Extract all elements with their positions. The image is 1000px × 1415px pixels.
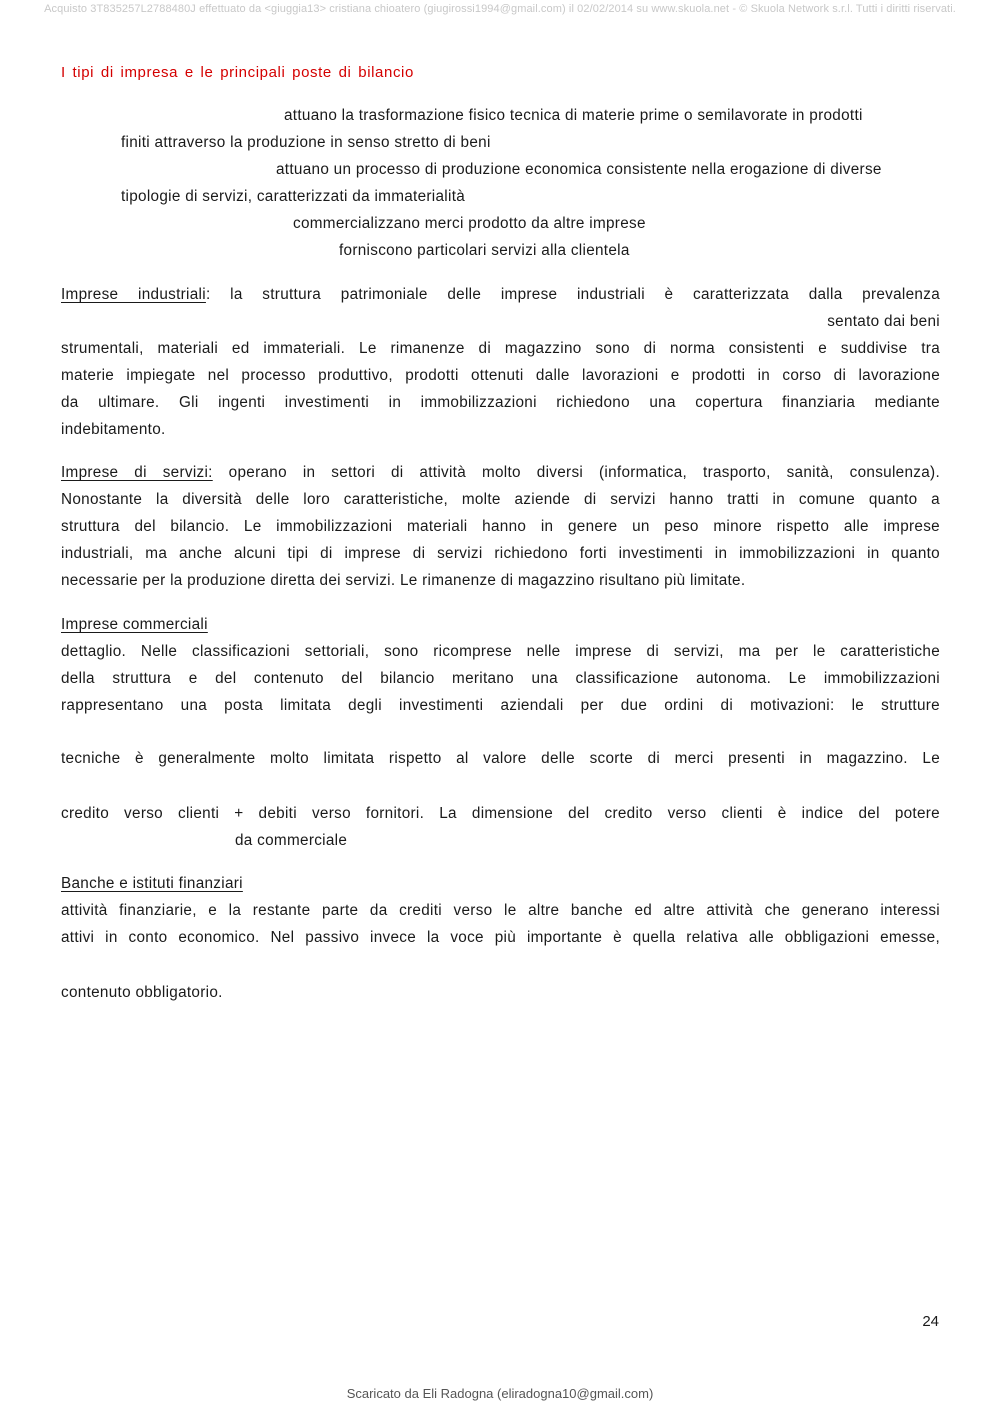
commerciali-line-4: tecniche è generalmente molto limitata rispetto al valore delle scorte di merci presenti in magazzino. Le (61, 750, 940, 767)
industriali-line-6: indebitamento. (61, 421, 166, 438)
commerciali-line-5: credito verso clienti + debiti verso fornitori. La dimensione del credito verso clienti è indice del potere (61, 805, 940, 822)
type-commerciali-line: commercializzano merci prodotto da altre imprese (293, 215, 646, 232)
commerciali-line-2: della struttura e del contenuto del bilancio meritano una classificazione autonoma. Le immobilizzazioni (61, 670, 940, 687)
banche-heading: Banche e istituti finanziari (61, 875, 243, 892)
commerciali-heading: Imprese commerciali (61, 616, 208, 633)
type-industriali-line1: attuano la trasformazione fisico tecnica di materie prime o semilavorate in prodotti (284, 107, 863, 124)
banche-heading-line (61, 874, 940, 894)
industriali-line-3: strumentali, materiali ed immateriali. Le rimanenze di magazzino sono di norma consistenti e suddivise tra (61, 340, 940, 357)
industriali-line-2: sentato dai beni (827, 313, 940, 330)
servizi-intro: operano in settori di attività molto diversi (informatica, trasporto, sanità, consulenza). (212, 464, 940, 481)
servizi-heading: Imprese di servizi: (61, 464, 213, 481)
industriali-intro: : la struttura patrimoniale delle imprese industriali è caratterizzata dalla prevalenza (205, 286, 940, 303)
servizi-line-5: necessarie per la produzione diretta dei servizi. Le rimanenze di magazzino risultano più limitate. (61, 572, 746, 589)
servizi-line-2: Nonostante la diversità delle loro caratteristiche, molte aziende di servizi hanno tratti in comune quanto a (61, 491, 940, 508)
page-number: 24 (922, 1313, 939, 1330)
industriali-line-4: materie impiegate nel processo produttivo, prodotti ottenuti dalle lavorazioni e prodotti in corso di lavorazione (61, 367, 940, 384)
download-footer: Scaricato da Eli Radogna (eliradogna10@gmail.com) (346, 1386, 654, 1401)
commerciali-line-3: rappresentano una posta limitata degli investimenti aziendali per due ordini di motivazioni: le strutture (61, 697, 940, 714)
banche-line-2: attivi in conto economico. Nel passivo invece la voce più importante è quella relativa alle obbligazioni emesse, (61, 929, 940, 946)
banche-line-3: contenuto obbligatorio. (61, 984, 223, 1001)
type-servizi-line1: attuano un processo di produzione economica consistente nella erogazione di diverse (276, 161, 882, 178)
purchase-watermark: Acquisto 3T835257L2788480J effettuato da <giuggia13> cristiana chioatero (giugirossi1994@gmail.com) il 02/02/2014 su www.skuola.net - © Skuola Network s.r.l. Tutti i diritti riservati. (44, 3, 956, 15)
section-title: I tipi di impresa e le principali poste di bilancio (61, 64, 414, 81)
industriali-line-1 (61, 285, 940, 305)
type-industriali-line2: finiti attraverso la produzione in senso stretto di beni (121, 134, 491, 151)
industriali-heading: Imprese industriali (61, 286, 206, 303)
servizi-line-1 (61, 463, 940, 483)
commerciali-line-6: da commerciale (235, 832, 348, 849)
servizi-line-3: struttura del bilancio. Le immobilizzazioni materiali hanno in genere un peso minore rispetto alle imprese (61, 518, 940, 535)
banche-line-1: attività finanziarie, e la restante parte da crediti verso le altre banche ed altre attività che generano interessi (61, 902, 940, 919)
servizi-line-4: industriali, ma anche alcuni tipi di imprese di servizi richiedono forti investimenti in immobilizzazioni in quanto (61, 545, 940, 562)
type-finanziarie-line: forniscono particolari servizi alla clientela (339, 242, 630, 259)
type-servizi-line2: tipologie di servizi, caratterizzati da immaterialità (121, 188, 466, 205)
commerciali-line-1: dettaglio. Nelle classificazioni settoriali, sono ricomprese nelle imprese di servizi, ma per le caratteristiche (61, 643, 940, 660)
industriali-line-5: da ultimare. Gli ingenti investimenti in immobilizzazioni richiedono una copertura finanziaria mediante (61, 394, 940, 411)
commerciali-heading-line (61, 615, 940, 635)
